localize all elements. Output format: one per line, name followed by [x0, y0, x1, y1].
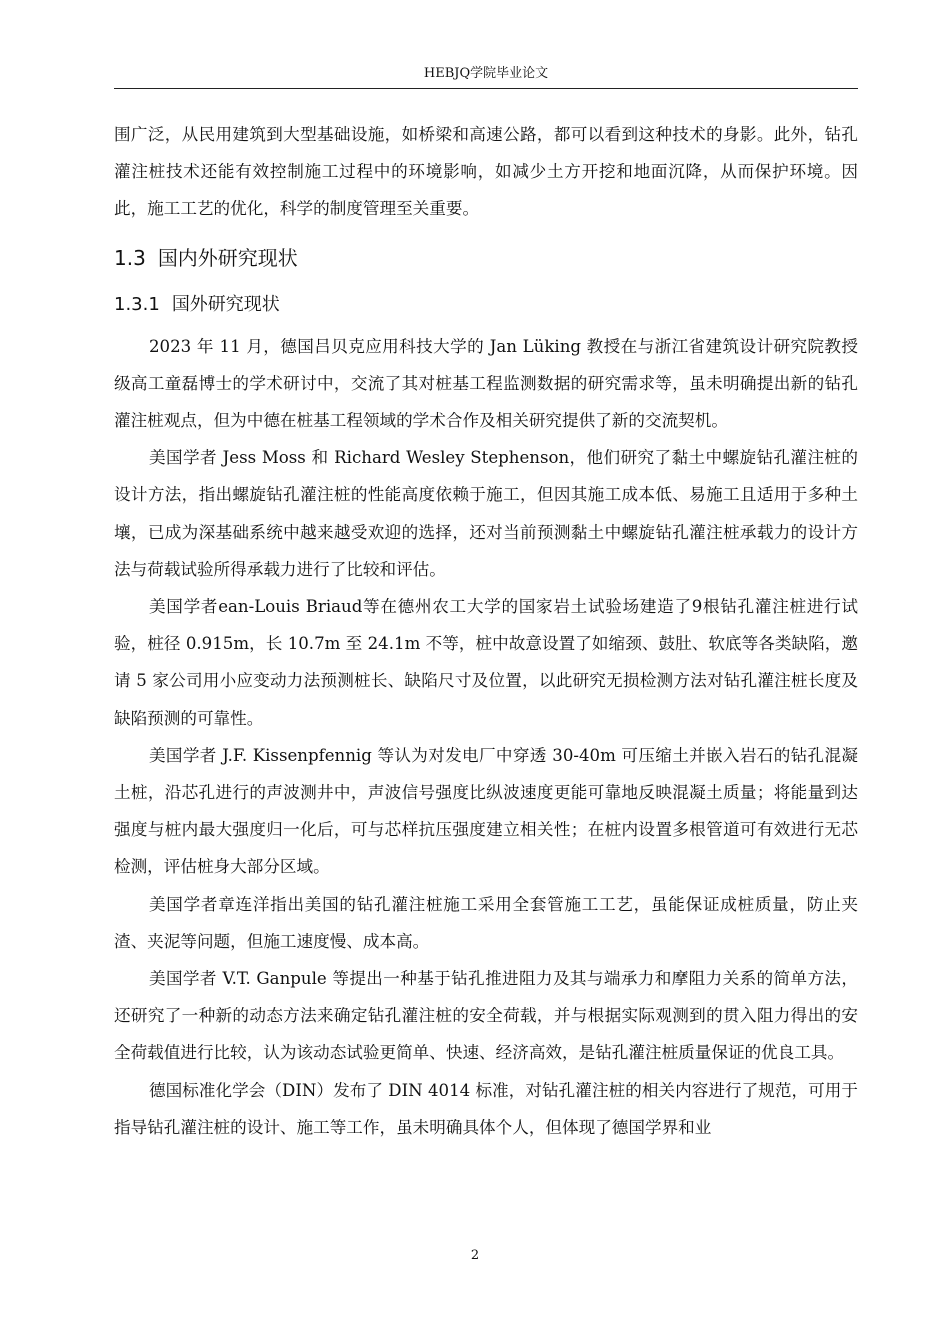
body-paragraph: 美国学者 V.T. Ganpule 等提出一种基于钻孔推进阻力及其与端承力和摩阻力关系的简单方法，还研究了一种新的动态方法来确定钻孔灌注桩的安全荷载，并与根据实际观测到的贯入阻力得出的安全荷载值进行比较，认为该动态试验更简单、快速、经济高效，是钻孔灌注桩质量保证的优良工具。 [114, 969, 858, 1063]
header-rule [114, 88, 858, 89]
section-number: 1.3 [114, 245, 146, 270]
subsection-number: 1.3.1 [114, 293, 160, 315]
body-paragraph: 美国学者章连洋指出美国的钻孔灌注桩施工采用全套管施工工艺，虽能保证成桩质量，防止夹渣、夹泥等问题，但施工速度慢、成本高。 [114, 894, 858, 951]
body-paragraph: 美国学者 J.F. Kissenpfennig 等认为对发电厂中穿透 30-40m 可压缩土并嵌入岩石的钻孔混凝土桩，沿芯孔进行的声波测井中，声波信号强度比纵波速度更能可靠地反映混凝土质量；将能量到达强度与桩内最大强度归一化后，可与芯样抗压强度建立相关性；在桩内设置多根管道可有效进行无芯检测，评估桩身大部分区域。 [114, 745, 858, 877]
body-paragraph: 美国学者ean-Louis Briaud等在德州农工大学的国家岩土试验场建造了9根钻孔灌注桩进行试验，桩径 0.915m，长 10.7m 至 24.1m 不等，桩中故意设置了如缩颈、鼓肚、软底等各类缺陷，邀请 5 家公司用小应变动力法预测桩长、缺陷尺寸及位置，以此研究无损检测方法对钻孔灌注桩长度及缺陷预测的可靠性。 [114, 597, 858, 728]
body-paragraph: 美国学者 Jess Moss 和 Richard Wesley Stephenson，他们研究了黏土中螺旋钻孔灌注桩的设计方法，指出螺旋钻孔灌注桩的性能高度依赖于施工，但因其施工成本低、易施工且适用于多种土壤，已成为深基础系统中越来越受欢迎的选择，还对当前预测黏土中螺旋钻孔灌注桩承载力的设计方法与荷载试验所得承载力进行了比较和评估。 [114, 448, 858, 579]
body-paragraph: 德国标准化学会（DIN）发布了 DIN 4014 标准，对钻孔灌注桩的相关内容进行了规范，可用于指导钻孔灌注桩的设计、施工等工作，虽未明确具体个人，但体现了德国学界和业 [114, 1080, 858, 1137]
section-title: 国内外研究现状 [157, 245, 298, 270]
body-paragraph: 2023 年 11 月，德国吕贝克应用科技大学的 Jan Lüking 教授在与浙江省建筑设计研究院教授级高工童磊博士的学术研讨中，交流了其对桩基工程监测数据的研究需求等，虽未明确提出新的钻孔灌注桩观点，但为中德在桩基工程领域的学术合作及相关研究提供了新的交流契机。 [114, 336, 858, 431]
subsection-heading [114, 282, 858, 328]
running-header: HEBJQ学院毕业论文 [423, 66, 549, 81]
subsection-title: 国外研究现状 [171, 293, 280, 315]
page-number: 2 [470, 1248, 480, 1263]
intro-paragraph: 围广泛，从民用建筑到大型基础设施，如桥梁和高速公路，都可以看到这种技术的身影。此外，钻孔灌注桩技术还能有效控制施工过程中的环境影响，如减少土方开挖和地面沉降，从而保护环境。因此，施工工艺的优化，科学的制度管理至关重要。 [114, 125, 858, 219]
page-content [114, 116, 858, 1146]
section-heading [114, 234, 858, 282]
